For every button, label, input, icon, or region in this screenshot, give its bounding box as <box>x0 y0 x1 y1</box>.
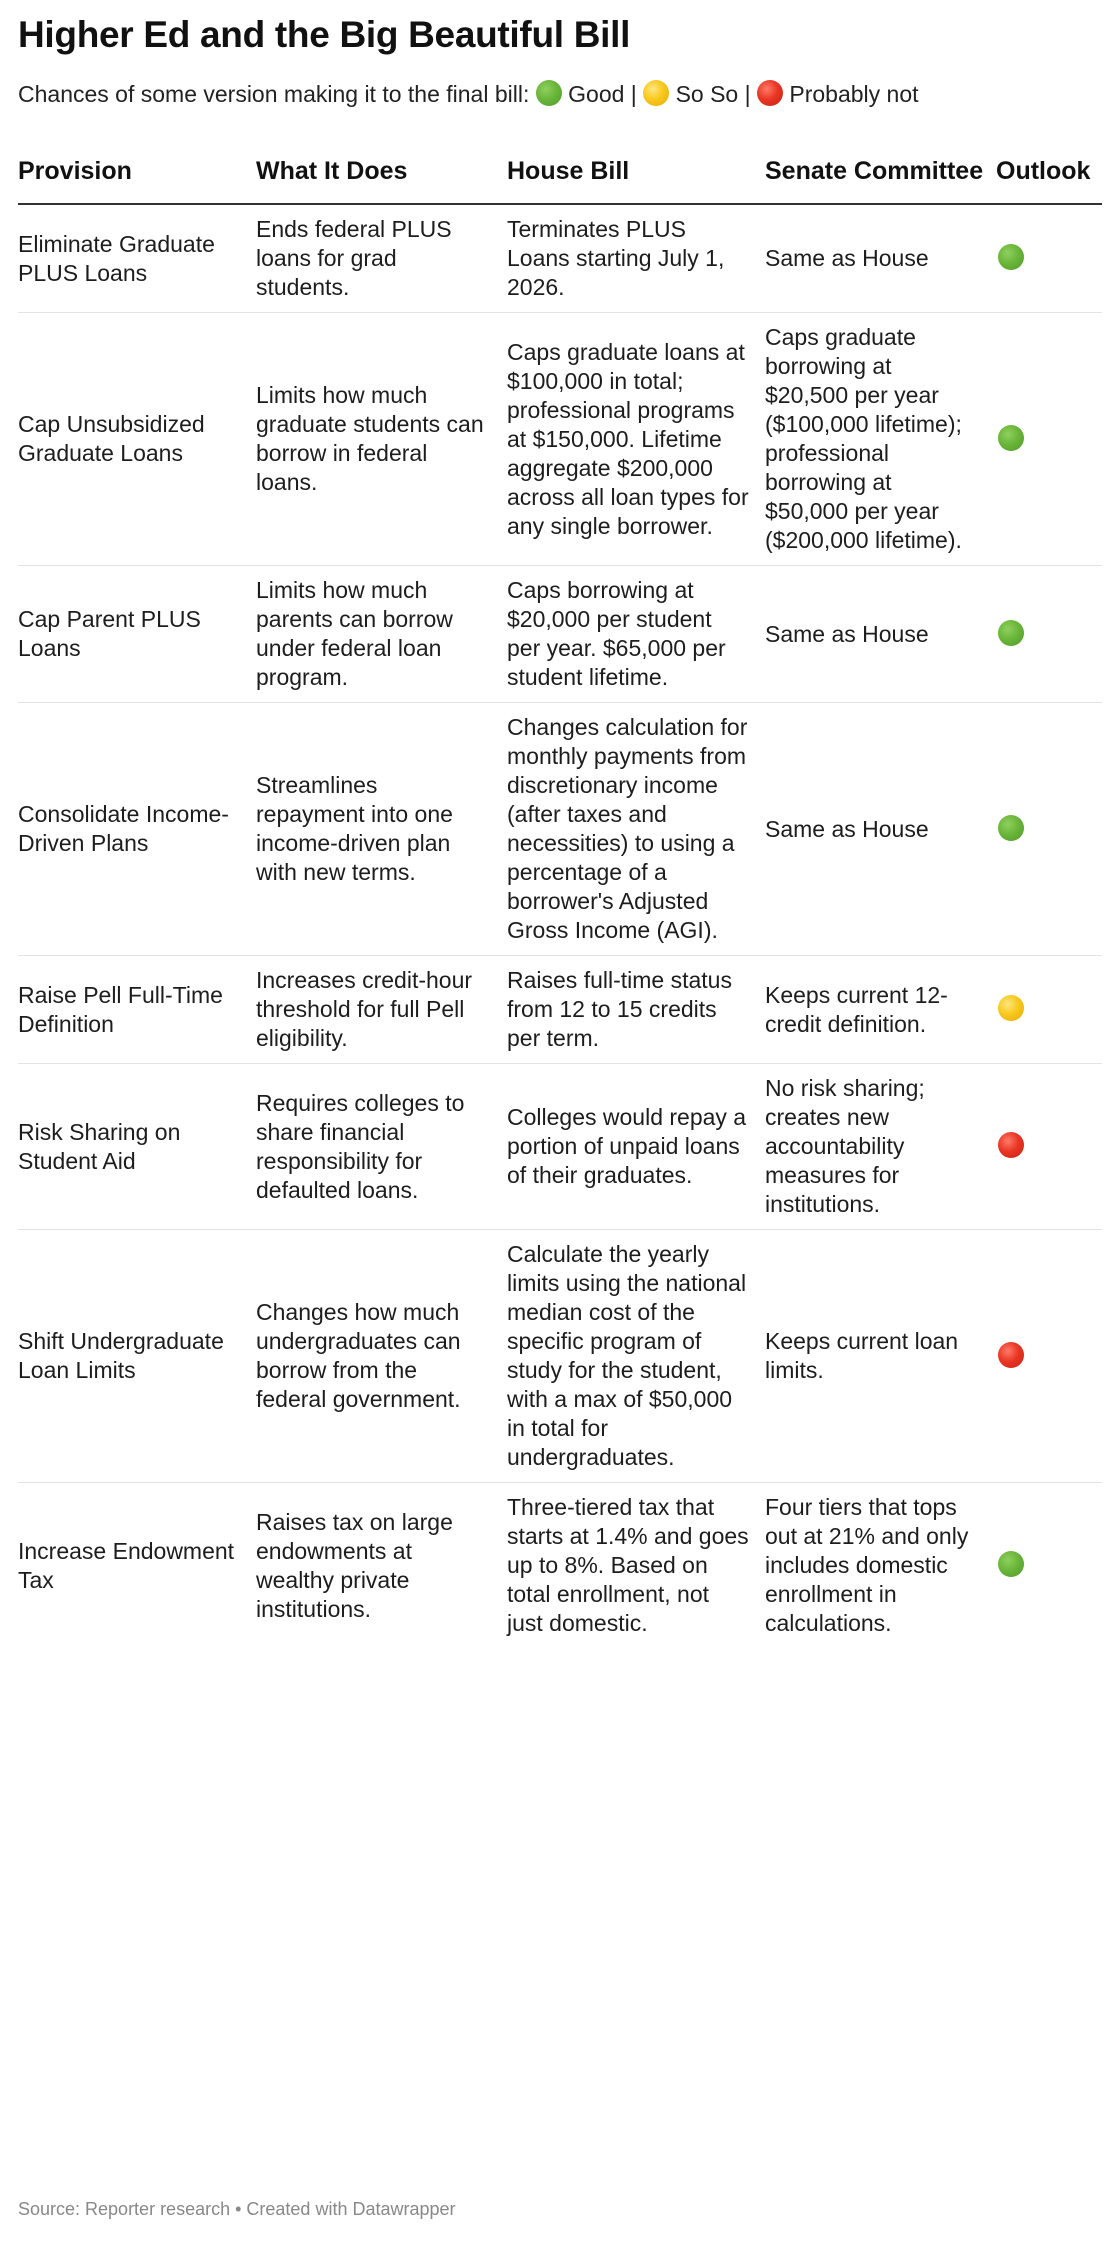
subtitle-text: Chances of some version making it to the final bill: <box>18 81 530 107</box>
table-row <box>18 313 1102 566</box>
cell-what-it-does: Requires colleges to share financial responsibility for defaulted loans. <box>256 1064 507 1230</box>
legend-separator: | <box>624 81 637 107</box>
header-outlook: Outlook <box>996 156 1102 204</box>
red-circle-icon <box>757 80 783 106</box>
cell-outlook <box>996 1064 1102 1230</box>
cell-outlook <box>996 956 1102 1064</box>
cell-house-bill: Caps borrowing at $20,000 per student per year. $65,000 per student lifetime. <box>507 566 765 703</box>
cell-what-it-does: Changes how much undergraduates can borrow from the federal government. <box>256 1230 507 1483</box>
cell-outlook <box>996 1230 1102 1483</box>
header-what-it-does: What It Does <box>256 156 507 204</box>
red-circle-icon <box>998 1132 1024 1158</box>
cell-what-it-does: Ends federal PLUS loans for grad students. <box>256 204 507 313</box>
legend-good <box>536 81 637 107</box>
table-row <box>18 566 1102 703</box>
cell-senate-committee: Same as House <box>765 566 996 703</box>
source-note: Source: Reporter research • Created with Datawrapper <box>18 2199 456 2219</box>
green-circle-icon <box>998 1551 1024 1577</box>
cell-outlook <box>996 703 1102 956</box>
table-body <box>18 204 1102 1648</box>
legend-not <box>757 81 919 107</box>
table-row <box>18 1483 1102 1649</box>
cell-provision: Cap Parent PLUS Loans <box>18 566 256 703</box>
table-row <box>18 956 1102 1064</box>
cell-provision: Eliminate Graduate PLUS Loans <box>18 204 256 313</box>
cell-what-it-does: Limits how much graduate students can borrow in federal loans. <box>256 313 507 566</box>
cell-provision: Shift Undergraduate Loan Limits <box>18 1230 256 1483</box>
header-senate-committee: Senate Committee <box>765 156 996 204</box>
cell-outlook <box>996 204 1102 313</box>
cell-provision: Consolidate Income-Driven Plans <box>18 703 256 956</box>
cell-senate-committee: Four tiers that tops out at 21% and only includes domestic enrollment in calculations. <box>765 1494 969 1636</box>
cell-house-bill: Calculate the yearly limits using the national median cost of the specific program of study for the student, with a max of $50,000 in total for undergraduates. <box>507 1230 765 1483</box>
cell-provision: Raise Pell Full-Time Definition <box>18 956 256 1064</box>
yellow-circle-icon <box>643 80 669 106</box>
green-circle-icon <box>998 620 1024 646</box>
green-circle-icon <box>998 815 1024 841</box>
cell-what-it-does: Streamlines repayment into one income-driven plan with new terms. <box>256 703 507 956</box>
cell-house-bill: Terminates PLUS Loans starting July 1, 2026. <box>507 204 765 313</box>
cell-house-bill: Three-tiered tax that starts at 1.4% and goes up to 8%. Based on total enrollment, not just domestic. <box>507 1494 749 1636</box>
cell-senate-committee: Keeps current 12-credit definition. <box>765 956 996 1064</box>
cell-house-bill: Colleges would repay a portion of unpaid loans of their graduates. <box>507 1064 765 1230</box>
cell-what-it-does: Raises tax on large endowments at wealthy private institutions. <box>256 1508 453 1622</box>
red-circle-icon <box>998 1342 1024 1368</box>
legend-soso <box>643 81 750 107</box>
table-header <box>18 156 1102 204</box>
green-circle-icon <box>998 244 1024 270</box>
header-provision: Provision <box>18 156 256 204</box>
table-row <box>18 703 1102 956</box>
header-row <box>18 156 1102 204</box>
cell-provision: Risk Sharing on Student Aid <box>18 1064 256 1230</box>
cell-senate-committee: Caps graduate borrowing at $20,500 per year ($100,000 lifetime); professional borrowing at $50,000 per year ($200,000 lifetime). <box>765 313 996 566</box>
subtitle <box>18 80 919 108</box>
page-title: Higher Ed and the Big Beautiful Bill <box>18 14 631 55</box>
cell-what-it-does: Increases credit-hour threshold for full Pell eligibility. <box>256 956 507 1064</box>
green-circle-icon <box>536 80 562 106</box>
header-house-bill: House Bill <box>507 156 765 204</box>
cell-outlook <box>996 566 1102 703</box>
cell-senate-committee: No risk sharing; creates new accountability measures for institutions. <box>765 1064 996 1230</box>
green-circle-icon <box>998 425 1024 451</box>
cell-house-bill: Caps graduate loans at $100,000 in total; professional programs at $150,000. Lifetime aggregate $200,000 across all loan types for any single borrower. <box>507 313 765 566</box>
yellow-circle-icon <box>998 995 1024 1021</box>
cell-what-it-does: Limits how much parents can borrow under federal loan program. <box>256 566 507 703</box>
legend-soso-label: So So <box>675 81 739 107</box>
table-row <box>18 1230 1102 1483</box>
cell-house-bill: Changes calculation for monthly payments from discretionary income (after taxes and necessities) to using a percentage of a borrower's Adjusted Gross Income (AGI). <box>507 703 765 956</box>
cell-provision: Cap Unsubsidized Graduate Loans <box>18 313 256 566</box>
legend-good-label: Good <box>568 81 625 107</box>
cell-house-bill: Raises full-time status from 12 to 15 credits per term. <box>507 956 765 1064</box>
cell-senate-committee: Same as House <box>765 703 996 956</box>
cell-senate-committee: Keeps current loan limits. <box>765 1230 996 1483</box>
table-row <box>18 204 1102 313</box>
table-row <box>18 1064 1102 1230</box>
provisions-table <box>18 156 1102 1648</box>
legend-not-label: Probably not <box>789 81 919 107</box>
legend-separator: | <box>738 81 751 107</box>
cell-senate-committee: Same as House <box>765 204 996 313</box>
cell-provision: Increase Endowment Tax <box>18 1537 235 1593</box>
cell-outlook <box>996 313 1102 566</box>
cell-outlook <box>996 1483 1102 1649</box>
